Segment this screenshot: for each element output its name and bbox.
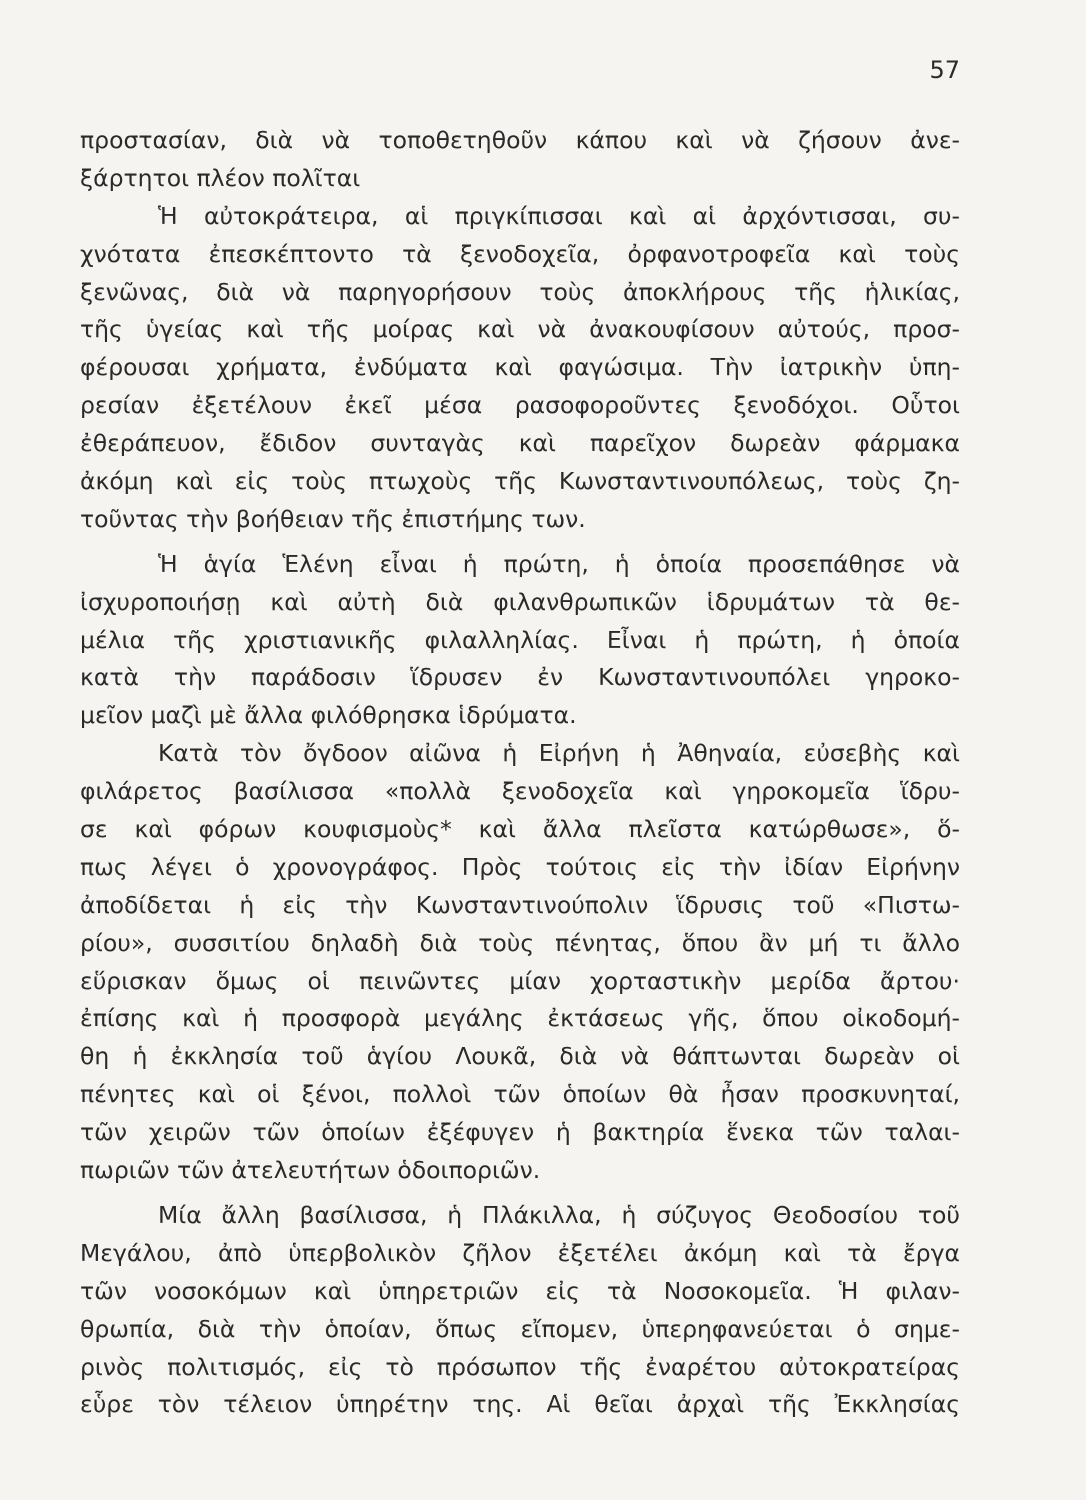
text-line: ξάρτητοι πλέον πολῖται [80, 163, 361, 192]
text-line: ρίου», συσσιτίου δηλαδὴ διὰ τοὺς πένητας, ὅπου ἂν μή τι ἄλλο [80, 928, 960, 957]
text-line: ἐπίσης καὶ ἡ προσφορὰ μεγάλης ἐκτάσεως γῆς, ὅπου οἰκοδομή- [80, 1004, 960, 1033]
text-line: τοῦντας τὴν βοήθειαν τῆς ἐπιστήμης των. [80, 504, 586, 533]
text-line: μέλια τῆς χριστιανικῆς φιλαλληλίας. Εἶναι ἡ πρώτη, ἡ ὁποία [80, 625, 960, 654]
paragraph [80, 1197, 960, 1424]
text-line: τῶν νοσοκόμων καὶ ὑπηρετριῶν εἰς τὰ Νοσοκομεῖα. Ἡ φιλαν- [80, 1276, 960, 1305]
text-line: προστασίαν, διὰ νὰ τοποθετηθοῦν κάπου καὶ νὰ ζήσουν ἀνε- [80, 126, 960, 154]
text-line: θη ἡ ἐκκλησία τοῦ ἁγίου Λουκᾶ, διὰ νὰ θάπτωνται δωρεὰν οἱ [80, 1042, 960, 1071]
text-line: χνότατα ἐπεσκέπτοντο τὰ ξενοδοχεῖα, ὀρφανοτροφεῖα καὶ τοὺς [80, 239, 960, 268]
paragraph-spacer [80, 1190, 960, 1197]
page-number: 57 [929, 56, 960, 84]
text-line: πένητες καὶ οἱ ξένοι, πολλοὶ τῶν ὁποίων θὰ ἦσαν προσκυνηταί, [80, 1080, 960, 1109]
text-line: εὗρε τὸν τέλειον ὑπηρέτην της. Αἱ θεῖαι ἀρχαὶ τῆς Ἐκκλησίας [80, 1390, 960, 1419]
text-line: φιλάρετος βασίλισσα «πολλὰ ξενοδοχεῖα καὶ γηροκομεῖα ἵδρυ- [80, 777, 960, 806]
text-line: ρεσίαν ἐξετέλουν ἐκεῖ μέσα ρασοφοροῦντες ξενοδόχοι. Οὗτοι [80, 391, 960, 420]
text-line: ἐθεράπευον, ἔδιδον συνταγὰς καὶ παρεῖχον δωρεὰν φάρμακα [80, 429, 960, 458]
text-line: ἀποδίδεται ἡ εἰς τὴν Κωνσταντινούπολιν ἵδρυσις τοῦ «Πιστω- [80, 890, 960, 919]
paragraph [80, 198, 960, 539]
text-line: Μεγάλου, ἀπὸ ὑπερβολικὸν ζῆλον ἐξετέλει ἀκόμη καὶ τὰ ἔργα [80, 1238, 960, 1267]
text-line: φέρουσαι χρήματα, ἐνδύματα καὶ φαγώσιμα. Τὴν ἰατρικὴν ὑπη- [80, 353, 960, 382]
text-line: ξενῶνας, διὰ νὰ παρηγορήσουν τοὺς ἀποκλήρους τῆς ἡλικίας, [80, 277, 960, 306]
text-line: ἰσχυροποιήσῃ καὶ αὐτὴ διὰ φιλανθρωπικῶν ἱδρυμάτων τὰ θε- [80, 587, 960, 616]
text-line: τῶν χειρῶν τῶν ὁποίων ἐξέφυγεν ἡ βακτηρία ἕνεκα τῶν ταλαι- [80, 1118, 960, 1147]
paragraph [80, 546, 960, 735]
text-line: πωριῶν τῶν ἀτελευτήτων ὁδοιποριῶν. [80, 1156, 541, 1185]
text-line: εὕρισκαν ὅμως οἱ πεινῶντες μίαν χορταστικὴν μερίδα ἄρτου· [80, 966, 960, 995]
text-line: Κατὰ τὸν ὄγδοον αἰῶνα ἡ Εἰρήνη ἡ Ἀθηναία, εὐσεβὴς καὶ [158, 739, 960, 768]
text-line: μεῖον μαζὶ μὲ ἄλλα φιλόθρησκα ἱδρύματα. [80, 701, 577, 730]
text-line: ἀκόμη καὶ εἰς τοὺς πτωχοὺς τῆς Κωνσταντινουπόλεως, τοὺς ζη- [80, 467, 960, 496]
paragraph-spacer [80, 539, 960, 546]
paragraph [80, 122, 960, 198]
paragraph [80, 735, 960, 1190]
text-line: Μία ἄλλη βασίλισσα, ἡ Πλάκιλλα, ἡ σύζυγος Θεοδοσίου τοῦ [158, 1200, 960, 1229]
text-line: τῆς ὑγείας καὶ τῆς μοίρας καὶ νὰ ἀνακουφίσουν αὐτούς, προσ- [80, 315, 960, 344]
text-line: ρινὸς πολιτισμός, εἰς τὸ πρόσωπον τῆς ἐναρέτου αὐτοκρατείρας [80, 1352, 960, 1381]
text-line: Ἡ ἁγία Ἑλένη εἶναι ἡ πρώτη, ἡ ὁποία προσεπάθησε νὰ [158, 549, 960, 578]
text-line: πως λέγει ὁ χρονογράφος. Πρὸς τούτοις εἰς τὴν ἰδίαν Εἰρήνην [80, 852, 960, 881]
text-line: σε καὶ φόρων κουφισμοὺς* καὶ ἄλλα πλεῖστα κατώρθωσε», ὅ- [80, 815, 960, 844]
text-line: κατὰ τὴν παράδοσιν ἵδρυσεν ἐν Κωνσταντινουπόλει γηροκο- [80, 663, 960, 692]
text-line: Ἡ αὐτοκράτειρα, αἱ πριγκίπισσαι καὶ αἱ ἀρχόντισσαι, συ- [158, 201, 960, 230]
body-text [80, 122, 960, 1424]
text-line: θρωπία, διὰ τὴν ὁποίαν, ὅπως εἴπομεν, ὑπερηφανεύεται ὁ σημε- [80, 1314, 960, 1343]
